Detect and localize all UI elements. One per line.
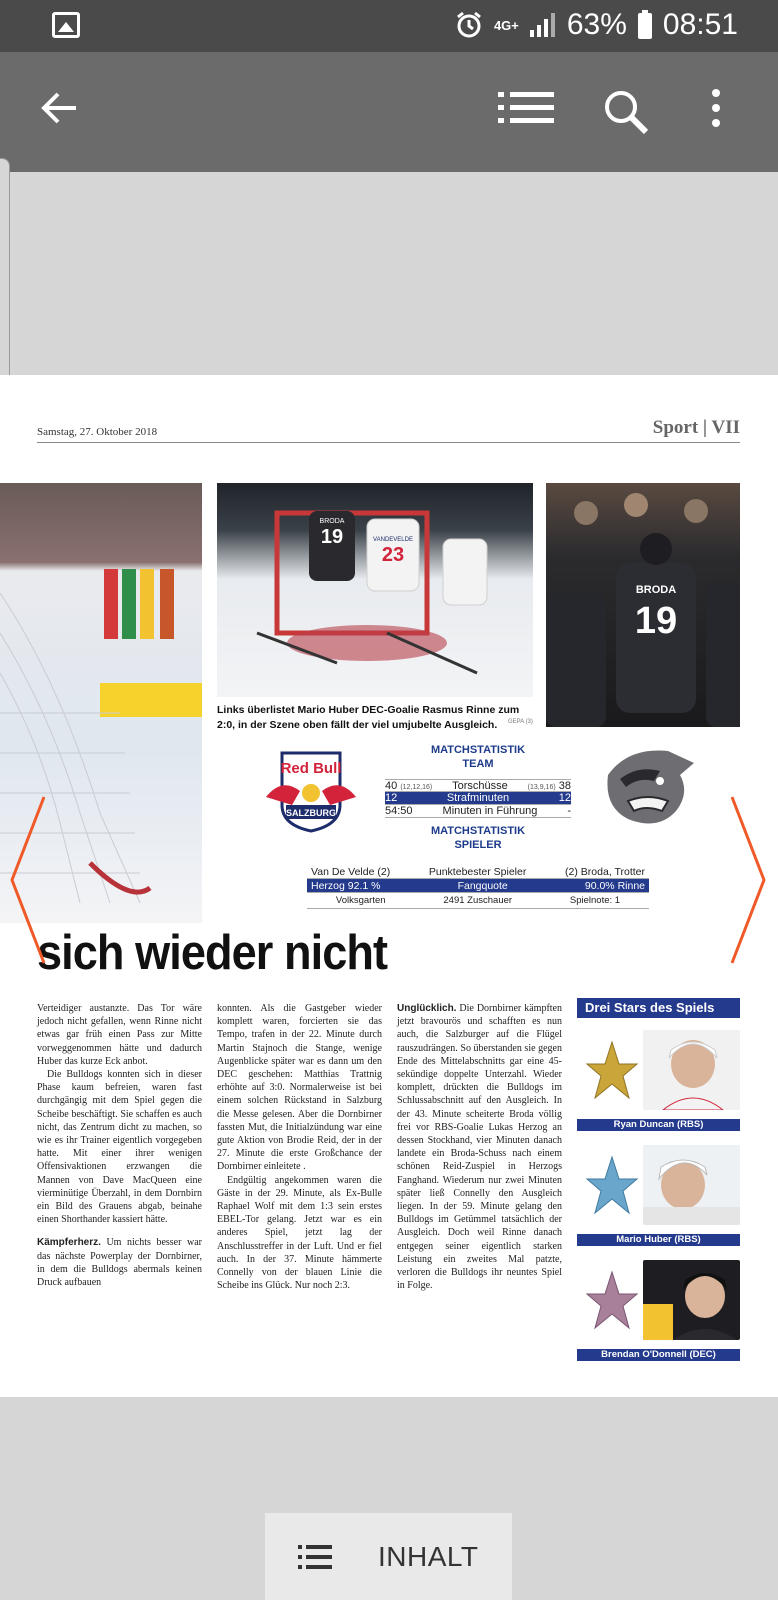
gold-star-icon (585, 1034, 639, 1106)
article-column-2 (217, 1002, 382, 1292)
app-toolbar (0, 52, 778, 172)
stats-attendance: 2491 Zuschauer (443, 895, 513, 906)
stats-team-title-2: TEAM (462, 758, 494, 770)
arrow-left-icon[interactable] (40, 88, 80, 128)
page-section: Sport | VII (652, 417, 740, 438)
article-text: Um nichts besser war das nächste Powerplay der Dornbirner, in dem die Bulldogs abermals keinen Druck aufbauen (37, 1237, 202, 1289)
article-paragraph: Verteidiger austanzte. Das Tor wäre jedoch nicht gefallen, wenn Rinne nicht etwas gar früh einen Pass zur Mitte vorweggenommen hätte und dadurch Huber das kurze Eck anbot. (37, 1003, 202, 1067)
jersey-name-vandevelde: VANDEVELDE (373, 537, 413, 543)
stat-penalties-left: 12 (385, 792, 398, 804)
stats-player-title-1: MATCHSTATISTIK (430, 825, 526, 837)
battery-icon (637, 10, 653, 40)
player-row-points (307, 865, 649, 879)
player-save-left: Herzog 92.1 % (311, 880, 381, 892)
star-item-1 (577, 1018, 740, 1133)
next-page-arrow-icon[interactable] (728, 795, 768, 965)
contents-button[interactable] (265, 1513, 512, 1600)
stat-row-lead (385, 805, 571, 818)
three-stars-title: Drei Stars des Spiels (577, 998, 740, 1018)
network-type: 4G+ (493, 17, 519, 33)
prev-page-arrow-icon[interactable] (8, 795, 48, 965)
silver-star-icon (585, 1149, 639, 1221)
bronze-star-icon (585, 1264, 639, 1336)
header-rule (37, 442, 740, 443)
stat-shots-right: 38 (558, 780, 571, 792)
logo-text-salzburg: SALZBURG (286, 808, 336, 818)
star-item-3 (577, 1248, 740, 1363)
stat-lead-left: 54:50 (385, 805, 413, 817)
star-name-3: Brendan O'Donnell (DEC) (577, 1349, 740, 1361)
article-headline: sich wieder nicht (37, 926, 388, 980)
player-row-save-pct (307, 879, 649, 893)
player-portrait-huber (643, 1145, 740, 1225)
stat-shots-right-periods: (13,9,16) (527, 784, 556, 791)
list-icon[interactable] (498, 88, 554, 128)
photo-caption: Links überlistet Mario Huber DEC-Goalie Rasmus Rinne zum 2:0, in der Szene oben fällt der viel umjubelte Ausgleich. (217, 704, 520, 731)
search-icon[interactable] (602, 88, 650, 136)
player-portrait-duncan (643, 1030, 740, 1110)
jersey-number-19: 19 (320, 526, 344, 548)
player-portrait-odonnell (643, 1260, 740, 1340)
stat-lead-label: Minuten in Führung (442, 805, 538, 817)
stat-shots-label: Torschüsse (452, 780, 508, 792)
battery-percent: 63% (566, 8, 627, 41)
article-paragraph: Die Bulldogs konnten sich in dieser Phase kaum befreien, waren fast durchgängig mit dem Spiel gegen die Scheibe beschäftigt. Sie schaffen es auch nicht, das Zentrum dicht zu machen, so wie es ihr Trainer eigentlich vorgegeben hatte. Mit einer ihrer wenigen Offensivaktionen erzwangen die Mannen von Dave MacQueen eine vierminütige Überzahl, in dem Dornbirn ein Bild des Grauens abgab, beinahe einen Shorthander kassiert hätte. (37, 1069, 202, 1226)
star-item-2 (577, 1133, 740, 1248)
stat-lead-right: - (567, 805, 571, 817)
clock: 08:51 (662, 8, 738, 41)
player-points-left: Van De Velde (2) (311, 866, 391, 878)
jersey-name-broda: BRODA (319, 518, 345, 525)
article-paragraph: Endgültig angekommen waren die Gäste in der 29. Minute, als Ex-Bulle Raphael Wolf mit dem 1:3 sein erstes EBEL-Tor gelang. Jetzt war es ein anderes Spiel, jetzt lag der Anschlusstreffer in der Luft. Und er fiel auch. In der 37. Minute hämmerte Connelly von der blauen Linie die Scheibe ins Glück. Nur noch 2:3. (217, 1174, 382, 1292)
list-icon (298, 1545, 332, 1569)
image-notification-icon (52, 12, 80, 38)
newspaper-page[interactable] (0, 375, 778, 1397)
page-date: Samstag, 27. Oktober 2018 (37, 426, 158, 438)
stat-row-shots (385, 779, 571, 792)
status-right (454, 8, 738, 42)
photo-celebration (546, 483, 740, 727)
page-margin-top (0, 172, 778, 375)
status-bar (0, 0, 778, 52)
more-vert-icon[interactable] (710, 88, 722, 128)
stats-venue: Volksgarten (335, 895, 386, 906)
article-paragraph (397, 1002, 562, 1292)
match-stats-team (385, 743, 571, 852)
red-bull-salzburg-logo (262, 747, 360, 833)
article-paragraph: konnten. Als die Gastgeber wieder komplett waren, forcierten sie das Tempo, trafen in der 22. Minute durch Martin Stajnoch die Stange, wenige Augenblicke später war es dann um den DEC geschehen: Matthias Trattnig erhöhte auf 3:0. Normalerweise ist bei einem solchen Rückstand in Salzburg die Messe gelesen. Aber die Dornbirner fassten Mut, die Initialzündung war eine gute Aktion von Brodie Reid, der in der 27. Minute die erste Großchance der Dornbirner einleitete . (217, 1003, 382, 1173)
stats-footer (307, 893, 649, 909)
player-points-right: (2) Broda, Trotter (565, 866, 645, 878)
jersey-number-23: 23 (381, 544, 405, 566)
photo-goal-scene (217, 483, 533, 697)
stat-penalties-label: Strafminuten (446, 792, 510, 804)
star-name-1: Ryan Duncan (RBS) (577, 1119, 740, 1131)
player-save-label: Fangquote (457, 880, 508, 892)
contents-label: INHALT (378, 1541, 479, 1572)
alarm-icon (454, 10, 484, 40)
jersey-number-19-right: 19 (634, 600, 678, 642)
stats-rating: Spielnote: 1 (569, 895, 621, 906)
stat-row-penalties (385, 792, 571, 805)
article-column-3 (397, 1002, 562, 1292)
player-save-right: 90.0% Rinne (584, 880, 645, 892)
player-points-label: Punktebester Spieler (428, 866, 527, 878)
stats-player-title-2: SPIELER (454, 839, 502, 851)
article-text: Die Dornbirner kämpften jetzt bravourös und schafften es nun auch, die Salzburger auf die Flügel rauszudrängen. So überstanden sie gegen Ende des Mittelabschnitts gar eine 45-sekündige doppelte Unterzahl. Wieder komplett, drückten die Bulldogs im Schlussabschnitt auf den Ausgleich. In der 43. Minute scheiterte Broda völlig frei vor RBS-Goalie Lukas Herzog an dessen Stockhand, vier Minuten danach landete ein Broda-Schuss nach einem schönen Reid-Zuspiel in Herzogs Fanghand. Wiederum nur zwei Minuten später ließ Connelly den Ausgleich liegen. In der 59. Minute gelang den Bulldogs im Getümmel tatsächlich der Ausgleich. Doch weil Rinne danach entgegen seiner eigentlich starken Leistung ein zweites Mal patzte, verloren die Bulldogs ihr neuntes Spiel in Folge. (397, 1003, 562, 1292)
match-stats-players (307, 865, 649, 909)
photo-credit: GEPA (3) (508, 719, 533, 725)
stat-shots-left-periods: (12,12,16) (400, 784, 433, 791)
article-paragraph (37, 1236, 202, 1289)
stats-team-title-1: MATCHSTATISTIK (430, 744, 526, 756)
three-stars-box (577, 998, 740, 1363)
signal-icon (529, 12, 557, 38)
jersey-name-broda-right: BRODA (635, 584, 677, 596)
logo-text-red-bull: Red Bull (280, 760, 342, 777)
subhead-ungluecklich: Unglücklich. (397, 1003, 457, 1014)
star-name-2: Mario Huber (RBS) (577, 1234, 740, 1246)
article-column-1 (37, 1002, 202, 1289)
subhead-kaempferherz: Kämpferherz. (37, 1237, 101, 1249)
stat-shots-left: 40 (385, 780, 398, 792)
stat-penalties-right: 12 (558, 792, 571, 804)
dornbirn-bulldogs-logo (598, 745, 698, 835)
